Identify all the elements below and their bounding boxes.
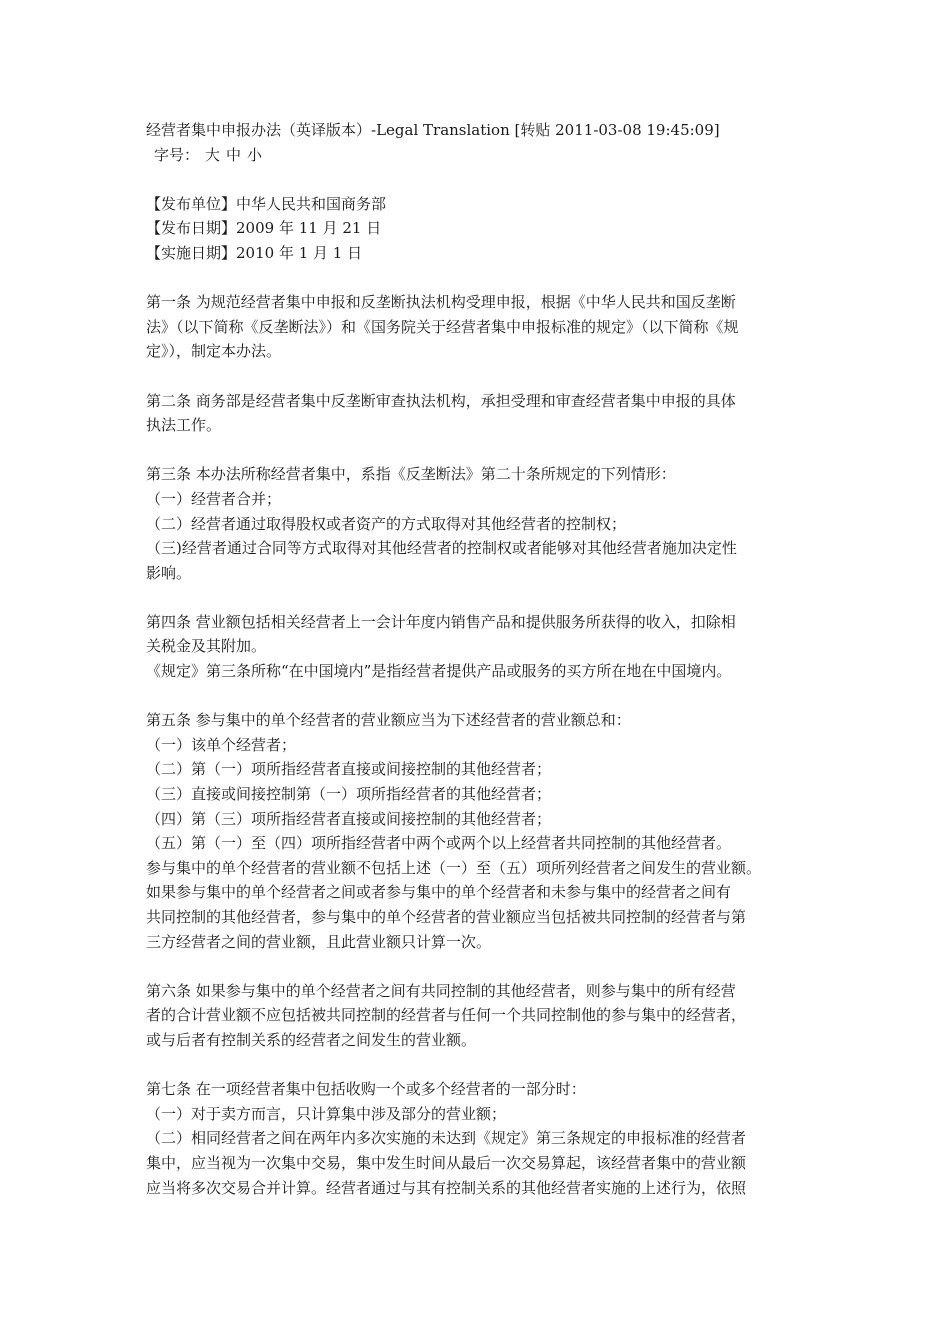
article-line: （五）第（一）至（四）项所指经营者中两个或两个以上经营者共同控制的其他经营者。 <box>146 834 732 853</box>
meta-block <box>146 192 810 266</box>
font-size-small-link[interactable]: 小 <box>247 145 263 164</box>
document-title: 经营者集中申报办法（英译版本）-Legal Translation [转贴 2011-03-08 19:45:09] <box>146 121 720 139</box>
spacer <box>146 954 810 979</box>
article-line: 者的合计营业额不应包括被共同控制的经营者与任何一个共同控制他的参与集中的经营者， <box>146 1006 747 1025</box>
article-line: 第四条 营业额包括相关经营者上一会计年度内销售产品和提供服务所获得的收入，扣除相 <box>146 612 736 631</box>
font-size-medium-link[interactable]: 中 <box>226 145 242 164</box>
article-line: 执法工作。 <box>146 416 222 435</box>
article-line: （二）经营者通过取得股权或者资产的方式取得对其他经营者的控制权； <box>146 514 627 533</box>
article-line: （一）该单个经营者； <box>146 735 297 754</box>
article-line: 第六条 如果参与集中的单个经营者之间有共同控制的其他经营者，则参与集中的所有经营 <box>146 981 736 1000</box>
article-line: 第二条 商务部是经营者集中反垄断审查执法机构，承担受理和审查经营者集中申报的具体 <box>146 391 736 410</box>
spacer <box>146 167 810 192</box>
article-line: （三)经营者通过合同等方式取得对其他经营者的控制权或者能够对其他经营者施加决定性 <box>146 539 737 558</box>
article-line: 共同控制的其他经营者，参与集中的单个经营者的营业额应当包括被共同控制的经营者与第 <box>146 908 747 926</box>
article-line: （二）相同经营者之间在两年内多次实施的未达到《规定》第三条规定的申报标准的经营者 <box>146 1129 747 1148</box>
article-2 <box>146 389 810 438</box>
article-line: （四）第（三）项所指经营者直接或间接控制的其他经营者； <box>146 809 552 828</box>
article-line: 第五条 参与集中的单个经营者的营业额应当为下述经营者的营业额总和： <box>146 711 631 730</box>
article-line: 参与集中的单个经营者的营业额不包括上述（一）至（五）项所列经营者之间发生的营业额。 <box>146 858 762 877</box>
article-line: 《规定》第三条所称“在中国境内”是指经营者提供产品或服务的买方所在地在中国境内。 <box>146 662 732 681</box>
article-line: 三方经营者之间的营业额，且此营业额只计算一次。 <box>146 932 492 951</box>
article-6 <box>146 979 810 1053</box>
spacer <box>146 438 810 463</box>
article-line: 应当将多次交易合并计算。经营者通过与其有控制关系的其他经营者实施的上述行为，依照 <box>146 1178 747 1197</box>
article-line: （一）经营者合并； <box>146 489 282 508</box>
article-line: 第七条 在一项经营者集中包括收购一个或多个经营者的一部分时： <box>146 1080 586 1099</box>
article-line: 法》（以下简称《反垄断法》）和《国务院关于经营者集中申报标准的规定》（以下简称《规 <box>146 317 739 336</box>
article-line: 第三条 本办法所称经营者集中，系指《反垄断法》第二十条所规定的下列情形： <box>146 465 676 484</box>
article-line: （二）第（一）项所指经营者直接或间接控制的其他经营者； <box>146 760 552 779</box>
article-line: 如果参与集中的单个经营者之间或者参与集中的单个经营者和未参与集中的经营者之间有 <box>146 883 732 902</box>
article-line: 影响。 <box>146 563 192 582</box>
article-5 <box>146 708 810 954</box>
spacer <box>146 684 810 709</box>
article-line: （三）直接或间接控制第（一）项所指经营者的其他经营者； <box>146 785 552 804</box>
article-line: 集中，应当视为一次集中交易，集中发生时间从最后一次交易算起，该经营者集中的营业额 <box>146 1153 747 1172</box>
font-size-large-link[interactable]: 大 <box>205 145 221 164</box>
spacer <box>146 364 810 389</box>
article-line: （一）对于卖方而言，只计算集中涉及部分的营业额； <box>146 1104 507 1123</box>
meta-effective-date: 【实施日期】2010 年 1 月 1 日 <box>146 243 363 262</box>
article-7 <box>146 1077 810 1200</box>
spacer <box>146 585 810 610</box>
spacer <box>146 266 810 291</box>
font-size-label: 字号： <box>154 145 200 164</box>
article-3 <box>146 462 810 585</box>
article-line: 定》），制定本办法。 <box>146 342 282 361</box>
font-size-control <box>146 143 810 168</box>
article-line: 或与后者有控制关系的经营者之间发生的营业额。 <box>146 1030 477 1049</box>
article-line: 第一条 为规范经营者集中申报和反垄断执法机构受理申报，根据《中华人民共和国反垄断 <box>146 293 736 312</box>
meta-publish-date: 【发布日期】2009 年 11 月 21 日 <box>146 219 382 238</box>
article-1 <box>146 290 810 364</box>
article-line: 关税金及其附加。 <box>146 637 267 656</box>
article-4 <box>146 610 810 684</box>
meta-publisher: 【发布单位】中华人民共和国商务部 <box>146 194 387 213</box>
spacer <box>146 1053 810 1078</box>
